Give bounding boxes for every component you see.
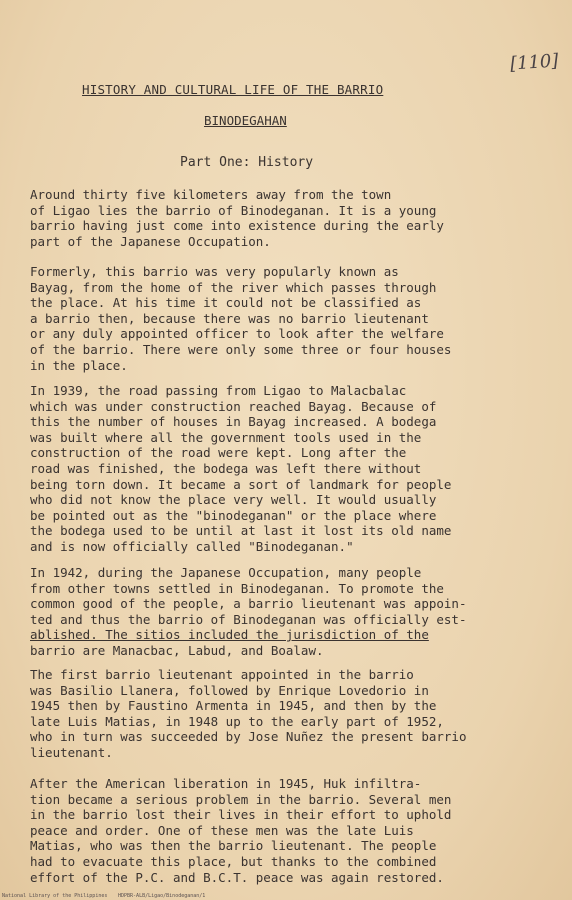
text-line: the bodega used to be until at last it lost its old name <box>30 523 452 539</box>
text-line: In 1939, the road passing from Ligao to Malacbalac <box>30 383 407 398</box>
text-line: was Basilio Llanera, followed by Enrique Lovedorio in <box>30 682 429 698</box>
text-line: construction of the road were kept. Long after the <box>30 445 407 461</box>
text-line: Bayag, from the home of the river which passes through <box>30 279 437 295</box>
text-line: in the place. <box>30 357 128 373</box>
text-line: The first barrio lieutenant appointed in the barrio <box>30 667 414 682</box>
text-line: ablished. The sitios included the jurisdiction of the <box>30 627 429 643</box>
text-line: lieutenant. <box>30 744 113 760</box>
paragraph-4 <box>30 565 550 659</box>
text-line: of Ligao lies the barrio of Binodeganan. It is a young <box>30 202 437 218</box>
text-line: barrio having just come into existence during the early <box>30 218 444 234</box>
paragraph-3 <box>30 383 550 555</box>
text-line: be pointed out as the "binodeganan" or the place where <box>30 507 437 523</box>
text-line: and is now officially called "Binodeganan." <box>30 538 354 554</box>
text-line: 1945 then by Faustino Armenta in 1945, and then by the <box>30 698 437 714</box>
text-line: was built where all the government tools used in the <box>30 429 422 445</box>
text-line: peace and order. One of these men was the late Luis <box>30 822 414 838</box>
text-line: late Luis Matias, in 1948 up to the early part of 1952, <box>30 713 444 729</box>
text-line: ted and thus the barrio of Binodeganan was officially est- <box>30 611 467 627</box>
text-line: a barrio then, because there was no barrio lieutenant <box>30 310 429 326</box>
text-line: in the barrio lost their lives in their effort to uphold <box>30 807 452 823</box>
paragraph-2 <box>30 264 550 373</box>
paragraph-1 <box>30 187 550 249</box>
text-line: Around thirty five kilometers away from the town <box>30 187 392 202</box>
text-line: who did not know the place very well. It would usually <box>30 492 437 508</box>
text-line: had to evacuate this place, but thanks to the combined <box>30 853 437 869</box>
text-line: road was finished, the bodega was left there without <box>30 460 422 476</box>
text-line: which was under construction reached Bayag. Because of <box>30 398 437 414</box>
document-subtitle: BINODEGAHAN <box>204 113 287 128</box>
text-line: After the American liberation in 1945, Huk infiltra- <box>30 776 422 791</box>
paragraph-5 <box>30 667 550 761</box>
text-line: In 1942, during the Japanese Occupation, many people <box>30 565 422 580</box>
footer-library: National Library of the Philippines <box>2 893 108 899</box>
text-line: effort of the P.C. and B.C.T. peace was again restored. <box>30 869 444 885</box>
document-title: HISTORY AND CULTURAL LIFE OF THE BARRIO <box>82 82 384 97</box>
archive-footer <box>0 893 572 900</box>
page-number: [110] <box>509 50 560 75</box>
text-line: of the barrio. There were only some three or four houses <box>30 341 452 357</box>
text-line: or any duly appointed officer to look after the welfare <box>30 326 444 342</box>
footer-code: HDPBR-ALB/Ligao/Binodeganan/1 <box>118 893 206 899</box>
paragraph-6 <box>30 776 550 885</box>
text-line: from other towns settled in Binodeganan. To promote the <box>30 580 444 596</box>
text-line: part of the Japanese Occupation. <box>30 233 271 249</box>
text-line: barrio are Manacbac, Labud, and Boalaw. <box>30 642 324 658</box>
text-line: tion became a serious problem in the barrio. Several men <box>30 791 452 807</box>
text-line: who in turn was succeeded by Jose Nuñez the present barrio <box>30 729 467 745</box>
text-line: the place. At his time it could not be classified as <box>30 295 422 311</box>
part-heading: Part One: History <box>180 155 314 170</box>
text-line: Formerly, this barrio was very popularly known as <box>30 264 399 279</box>
text-line: this the number of houses in Bayag increased. A bodega <box>30 414 437 430</box>
text-line: Matias, who was then the barrio lieutenant. The people <box>30 838 437 854</box>
text-line: being torn down. It became a sort of landmark for people <box>30 476 452 492</box>
text-line: common good of the people, a barrio lieutenant was appoin- <box>30 596 467 612</box>
